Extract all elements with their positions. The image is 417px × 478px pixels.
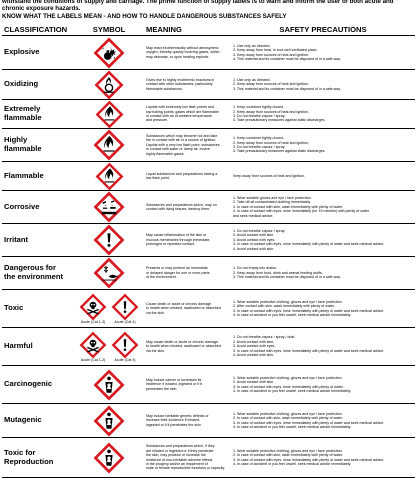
classification-cell bbox=[2, 404, 74, 438]
precaution-line: 4. Avoid contact with skin. bbox=[233, 246, 275, 251]
precaution-line: 2. In case of contact with skin, wash immediately with plenty of water. bbox=[233, 453, 344, 458]
classification-label: Highly bbox=[4, 135, 28, 145]
symbol-cell bbox=[74, 257, 144, 290]
meaning-line: increase their incidence if inhaled, bbox=[146, 418, 201, 423]
symbol-cell bbox=[74, 328, 144, 366]
health-hazard-icon bbox=[94, 406, 124, 436]
precautions-cell bbox=[231, 129, 415, 162]
classification-label: Irritant bbox=[4, 234, 29, 244]
table-row bbox=[2, 70, 415, 100]
precaution-line: 4. In case of accident or you feel unwell, seek medical advice immediately. bbox=[233, 461, 352, 466]
meaning-cell bbox=[144, 100, 231, 129]
meaning-line: ingested or if it penetrates the skin. bbox=[146, 422, 202, 427]
symbol-cell bbox=[74, 100, 144, 129]
precaution-line: 1. Wear suitable protective clothing, gloves and eye / face protection. bbox=[233, 299, 343, 304]
symbol-cell bbox=[74, 191, 144, 224]
meaning-line: Liquids with a very low flash point; substances bbox=[146, 142, 220, 147]
precautions-cell bbox=[231, 36, 415, 70]
precaution-line: 2. Keep away from heat, in cool well ventilated place. bbox=[233, 48, 318, 53]
precaution-line: 3. In case of contact with eyes, rinse immediately with plenty of water. bbox=[233, 384, 344, 389]
meaning-line: in contact with air at ambient temperature bbox=[146, 114, 212, 118]
meaning-line: in contact with water or damp air, evolve bbox=[146, 147, 210, 152]
meaning-cell bbox=[144, 438, 231, 478]
flame-icon bbox=[94, 130, 124, 160]
precaution-line: 3. Do not breathe vapour / spray. bbox=[233, 114, 286, 118]
meaning-line: and pressure. bbox=[146, 118, 168, 123]
classification-cell bbox=[2, 366, 74, 404]
precaution-line: 1. Do not breathe vapour / spray. bbox=[233, 228, 286, 233]
meaning-cell bbox=[144, 404, 231, 438]
meaning-cell bbox=[144, 129, 231, 162]
precaution-line: 4. This material and its container must be disposed of in a safe way. bbox=[233, 56, 341, 61]
precautions-cell bbox=[231, 290, 415, 328]
precaution-line: 1. Use only as directed. bbox=[233, 43, 271, 48]
corrosion-icon bbox=[94, 192, 124, 222]
precaution-line: 3. In case of contact with skin, wash immediately with plenty of water. bbox=[233, 204, 344, 209]
precautions-cell bbox=[231, 438, 415, 478]
meaning-cell bbox=[144, 162, 231, 191]
precautions-cell bbox=[231, 162, 415, 191]
symbol-cell bbox=[74, 36, 144, 70]
meaning-cell bbox=[144, 290, 231, 328]
classification-cell bbox=[2, 257, 74, 290]
precaution-line: 4. Avoid contact with skin. bbox=[233, 353, 275, 358]
classification-label: Dangerous for bbox=[4, 263, 56, 273]
meaning-line: low boiling points; gases which are flammable bbox=[146, 109, 219, 114]
precaution-line: 2. Keep away from food, drink and animal feeding stuffs. bbox=[233, 270, 323, 275]
meaning-line: flammable substances. bbox=[146, 86, 183, 91]
classification-cell bbox=[2, 129, 74, 162]
precaution-line: Keep away from sources of heat and ignition. bbox=[233, 173, 305, 178]
precaution-line: 3. In case of contact with eyes, rinse immediately with plenty of water and seek medical advice. bbox=[233, 348, 385, 353]
precaution-line: 2. After contact with skin, wash immediately with plenty of water. bbox=[233, 304, 335, 309]
meaning-line: fire in contact with air or a source of ignition. bbox=[146, 138, 217, 143]
classification-cell bbox=[2, 100, 74, 129]
symbol-cell bbox=[74, 129, 144, 162]
precaution-line: 1. Use only as directed. bbox=[233, 77, 271, 82]
meaning-cell bbox=[144, 257, 231, 290]
precaution-line: 1. Wear suitable gloves and eye / face protection. bbox=[233, 195, 312, 200]
acute-category-label: Acute (Cat 4) bbox=[114, 319, 136, 324]
hazard-table bbox=[2, 24, 415, 478]
precaution-line: 4. In case of contact with eyes, rinse immediately (for 15 minutes) with plenty of water bbox=[233, 209, 370, 214]
symbol-cell bbox=[74, 224, 144, 257]
table-row bbox=[2, 438, 415, 478]
flame-icon bbox=[96, 101, 123, 128]
exclamation-mark-icon bbox=[112, 332, 138, 358]
precaution-line: 1. Wear suitable protective clothing, gloves and eye / face protection. bbox=[233, 411, 343, 416]
precaution-line: 3. In case of contact with eyes, rinse immediately with plenty of water and seek medical advice. bbox=[233, 242, 385, 247]
precaution-line: 4. In case of accident or you feel unwell, seek medical advice immediately. bbox=[233, 312, 352, 317]
skull-crossbones-icon bbox=[80, 332, 106, 358]
precaution-line: 3. Avoid contact with eyes. bbox=[233, 237, 276, 242]
meaning-line: May induce heritable genetic defects or bbox=[146, 413, 209, 418]
intro-text bbox=[2, 0, 415, 20]
acute-category-label: Acute (Cat 1-3) bbox=[80, 319, 106, 324]
precaution-line: 2. Avoid contact with skin. bbox=[233, 233, 275, 238]
meaning-line: the skin, may produce or increase the bbox=[146, 453, 206, 458]
precaution-line: 1. Do not empty into drains. bbox=[233, 266, 277, 271]
health-hazard-icon bbox=[94, 370, 124, 400]
classification-label: Oxidizing bbox=[4, 79, 39, 89]
classification-cell bbox=[2, 328, 74, 366]
precaution-line: 1. Keep container tightly closed. bbox=[233, 105, 284, 110]
meaning-line: May cause inflammation of the skin or bbox=[146, 233, 207, 238]
meaning-line: Substances and preparations which, if they bbox=[146, 444, 215, 449]
precaution-line: 2. Avoid contact with skin. bbox=[233, 380, 275, 385]
meaning-line: Gives rise to highly exothermic reactions in bbox=[146, 77, 215, 82]
classification-label: Extremely bbox=[4, 104, 41, 114]
symbol-cell bbox=[74, 290, 144, 328]
precaution-line: 3. Avoid contact with eyes. bbox=[233, 344, 276, 349]
classification-label: Toxic for bbox=[4, 447, 36, 457]
classification-label: Explosive bbox=[4, 47, 40, 57]
classification-label: Reproduction bbox=[4, 456, 54, 466]
precaution-line: 4. In case of accident or you feel unwell, seek medical advice immediately. bbox=[233, 388, 352, 393]
exclamation-mark-icon bbox=[112, 294, 138, 320]
precautions-cell bbox=[231, 366, 415, 404]
classification-label: Toxic bbox=[4, 303, 24, 313]
classification-label: Flammable bbox=[4, 170, 44, 180]
classification-cell bbox=[2, 162, 74, 191]
meaning-line: via the skin. bbox=[146, 310, 165, 315]
exploding-bomb-icon bbox=[94, 38, 124, 68]
meaning-line: oxygen, thereby quickly evolving gases, which bbox=[146, 50, 220, 55]
precaution-line: and seek medical advice. bbox=[233, 213, 274, 218]
meaning-line: Presents or may present an immediate bbox=[146, 266, 208, 271]
meaning-line: Cause death or acute or chronic damage bbox=[146, 301, 212, 306]
meaning-line: May induce cancer or increases its bbox=[146, 377, 202, 382]
skull-crossbones-icon bbox=[80, 294, 106, 320]
table-header-row bbox=[2, 24, 415, 36]
meaning-cell bbox=[144, 36, 231, 70]
table-row bbox=[2, 404, 415, 438]
classification-label: flammable bbox=[4, 113, 42, 122]
flame-over-circle-icon bbox=[95, 71, 123, 99]
precautions-cell bbox=[231, 257, 415, 290]
precaution-line: 3. In case of contact with eyes, rinse immediately with plenty of water and seek medical advice. bbox=[233, 420, 385, 425]
meaning-line: Substances which may become hot and take bbox=[146, 133, 218, 138]
health-hazard-icon bbox=[94, 443, 124, 473]
table-row bbox=[2, 191, 415, 224]
meaning-cell bbox=[144, 328, 231, 366]
table-row bbox=[2, 257, 415, 290]
precaution-line: 4. In case of accident or you feel unwell, seek medical advice immediately. bbox=[233, 424, 352, 429]
precaution-line: 1. Wear suitable protective clothing, gloves and eye / face protection. bbox=[233, 375, 343, 380]
meaning-line: highly flammable gases. bbox=[146, 151, 185, 156]
precaution-line: 3. Keep away from sources of heat and ignition. bbox=[233, 52, 309, 57]
meaning-line: May cause death or acute or chronic damage bbox=[146, 339, 219, 344]
classification-cell bbox=[2, 438, 74, 478]
header-classification: CLASSIFICATION bbox=[2, 24, 74, 36]
table-row bbox=[2, 36, 415, 70]
table-row bbox=[2, 129, 415, 162]
classification-label: Carcinogenic bbox=[4, 379, 53, 389]
acute-category-label: Acute (Cat 4) bbox=[114, 357, 136, 362]
precaution-line: 1. Wear suitable protective clothing, gloves and eye / face protection. bbox=[233, 448, 343, 453]
meaning-cell bbox=[144, 191, 231, 224]
meaning-line: prolonged or repeated contact. bbox=[146, 242, 195, 247]
meaning-line: in the progeny and/or an impairment of bbox=[146, 461, 208, 466]
table-row bbox=[2, 290, 415, 328]
meaning-line: Liquids with extremely low flash points and bbox=[146, 105, 214, 110]
meaning-line: are inhaled or ingested or if they penetrate bbox=[146, 448, 214, 453]
precaution-line: 2. Keep away from sources of heat and ignition. bbox=[233, 109, 309, 114]
exclamation-mark-icon bbox=[94, 225, 124, 255]
acute-category-label: Acute (Cat 1-2) bbox=[80, 357, 106, 362]
meaning-line: Substances and preparations which, may on bbox=[146, 202, 217, 207]
table-row bbox=[2, 162, 415, 191]
meaning-line: to health when inhaled, swallowed or absorbed bbox=[146, 344, 221, 349]
precaution-line: 2. Keep away from sources of heat and ignition. bbox=[233, 140, 309, 145]
precaution-line: 4. Take precautionary measures against static discharges. bbox=[233, 149, 326, 154]
precaution-line: 4. Take precautionary measures against static discharges. bbox=[233, 118, 326, 123]
meaning-line: low flash point. bbox=[146, 176, 170, 180]
precautions-cell bbox=[231, 404, 415, 438]
meaning-line: incidence of non-heritable adverse effects bbox=[146, 457, 213, 462]
header-symbol: SYMBOL bbox=[74, 24, 144, 36]
meaning-cell bbox=[144, 224, 231, 257]
header-meaning: MEANING bbox=[144, 24, 231, 36]
precautions-cell bbox=[231, 191, 415, 224]
precautions-cell bbox=[231, 328, 415, 366]
meaning-line: incidence if inhaled, ingested or if it bbox=[146, 382, 202, 387]
meaning-cell bbox=[144, 366, 231, 404]
meaning-line: via the skin. bbox=[146, 348, 165, 353]
classification-cell bbox=[2, 191, 74, 224]
table-row bbox=[2, 100, 415, 129]
table-row bbox=[2, 366, 415, 404]
classification-cell bbox=[2, 70, 74, 100]
meaning-line: mucous membranes through immediate, bbox=[146, 237, 211, 242]
classification-label: the environment bbox=[4, 272, 64, 281]
precaution-line: 1. Do not breathe vapour / spray / dust. bbox=[233, 335, 296, 340]
precaution-line: 3. Do not breathe vapour / spray. bbox=[233, 145, 286, 149]
meaning-line: contact with living tissues, destroy them. bbox=[146, 207, 211, 211]
classification-label: Corrosive bbox=[4, 201, 40, 211]
precaution-line: 3. In case of contact with eyes, rinse immediately with plenty of water and seek medical advice. bbox=[233, 457, 385, 462]
precaution-line: 2. In case of contact with skin, wash immediately with plenty of water. bbox=[233, 416, 344, 421]
environment-icon bbox=[94, 258, 124, 288]
symbol-cell bbox=[74, 438, 144, 478]
meaning-line: male or female reproductive functions or capacity. bbox=[146, 466, 226, 471]
precaution-line: 3. In case of contact with eyes, rinse immediately with plenty of water and seek medical advice. bbox=[233, 308, 385, 313]
meaning-line: penetrates the skin. bbox=[146, 386, 178, 391]
intro-line: withstand the conditions of supply and carriage. The prime function of supply labels is to warn and inform the user of both acute and bbox=[2, 0, 394, 5]
classification-label: flammable bbox=[4, 144, 42, 153]
flame-icon bbox=[96, 163, 123, 190]
precaution-line: 2. Avoid contact with skin. bbox=[233, 339, 275, 344]
meaning-line: Liquid substances and preparations having a bbox=[146, 171, 218, 176]
meaning-line: of the environment. bbox=[146, 275, 177, 280]
meaning-line: or delayed danger for one or more parts bbox=[146, 270, 210, 275]
precaution-line: 2. Keep away from sources of heat and ignition. bbox=[233, 82, 309, 87]
precaution-line: 2. Take off all contaminated clothing immediately. bbox=[233, 200, 311, 205]
precaution-line: 1. Keep container tightly closed. bbox=[233, 136, 284, 141]
symbol-cell bbox=[74, 162, 144, 191]
precaution-line: 3. This material and its container must be disposed of in a safe way. bbox=[233, 86, 341, 91]
meaning-cell bbox=[144, 70, 231, 100]
intro-line: chronic exposure hazards. bbox=[2, 5, 81, 13]
meaning-line: to health when inhaled, swallowed or absorbed bbox=[146, 306, 221, 311]
precautions-cell bbox=[231, 100, 415, 129]
header-precautions: SAFETY PRECAUTIONS bbox=[231, 24, 415, 36]
classification-label: Harmful bbox=[4, 341, 33, 351]
intro-heading: KNOW WHAT THE LABELS MEAN - AND HOW TO HANDLE DANGEROUS SUBSTANCES SAFELY bbox=[2, 12, 287, 20]
classification-cell bbox=[2, 36, 74, 70]
table-row bbox=[2, 224, 415, 257]
meaning-line: contact with other substances, particularly bbox=[146, 82, 213, 87]
precaution-line: 3. This material and its container must be disposed of in a safe way. bbox=[233, 275, 341, 280]
classification-label: Mutagenic bbox=[4, 415, 42, 425]
meaning-line: may detonate, or upon heating explode. bbox=[146, 54, 210, 59]
classification-cell bbox=[2, 290, 74, 328]
classification-cell bbox=[2, 224, 74, 257]
meaning-line: May react exothermically without atmospheric bbox=[146, 45, 219, 50]
symbol-cell bbox=[74, 366, 144, 404]
symbol-cell bbox=[74, 70, 144, 100]
table-row bbox=[2, 328, 415, 366]
symbol-cell bbox=[74, 404, 144, 438]
precautions-cell bbox=[231, 70, 415, 100]
precautions-cell bbox=[231, 224, 415, 257]
